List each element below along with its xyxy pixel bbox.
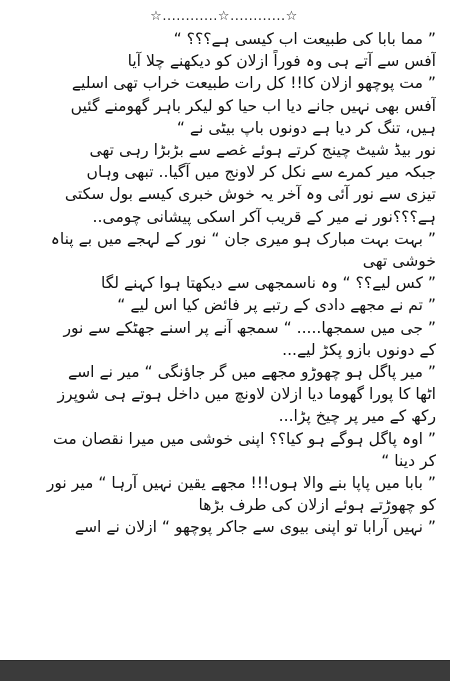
text-line: جبکہ میر کمرے سے نکل کر لاونج میں آگیا.. تبھی وہاں xyxy=(86,163,436,182)
star-divider: ☆............☆............☆ xyxy=(150,9,298,24)
text-line: کو چھوڑتے ہوئے ازلان کی طرف بڑھا xyxy=(198,496,436,515)
text-line: آفس بھی نہیں جانے دیا اب حیا کو لیکر باہر گھومنے گئیں xyxy=(70,96,436,115)
text-line: ہیں، تنگ کر دیا ہے دونوں باپ بیٹی نے “ xyxy=(176,118,436,137)
text-line: ” بابا میں پاپا بنے والا ہوں!!! مجھے یقین نہیں آرہا “ میر نور xyxy=(46,474,436,493)
text-line: خوشی تھی xyxy=(362,252,436,271)
text-line: ” مما بابا کی طبیعت اب کیسی ہے؟؟؟ “ xyxy=(173,30,436,48)
text-line: رکھ کے میر پر چیخ پڑا... xyxy=(278,407,436,426)
text-line: کے دونوں بازو پکڑ لیے... xyxy=(282,340,436,359)
text-line: ” میر پاگل ہو چھوڑو مجھے میں گر جاؤنگی “ میر نے اسے xyxy=(67,363,436,382)
text-line: ہے؟؟؟نور نے میر کے قریب آکر اسکی پیشانی چومی.. xyxy=(92,207,436,226)
text-line: کر دینا “ xyxy=(381,451,436,470)
text-line: تیزی سے نور آئی وہ آخر یہ خوش خبری کیسے بول سکتی xyxy=(64,185,436,204)
story-text xyxy=(12,28,436,539)
text-line: ” جی میں سمجھا..... “ سمجھ آنے پر اسنے جھٹکے سے نور xyxy=(63,318,436,337)
text-line: نور بیڈ شیٹ چینج کرتے ہوئے غصے سے بڑبڑا رہی تھی xyxy=(89,141,436,160)
text-line: ” تم نے مجھے دادی کے رتبے پر فائض کیا اس لیے “ xyxy=(117,296,436,315)
text-line: ” کس لیے؟؟ “ وہ ناسمجھی سے دیکھتا ہوا کہنے لگا xyxy=(100,274,436,293)
text-line: ” بہت بہت مبارک ہو میری جان “ نور کے لہجے میں بے پناہ xyxy=(50,229,436,248)
text-line: ” نہیں آرابا تو اپنی بیوی سے جاکر پوچھو “ ازلان نے اسے xyxy=(74,518,436,537)
text-line: آفس سے آتے ہی وہ فوراً ازلان کو دیکھنے چلا آیا xyxy=(127,52,436,71)
text-line: ” مت پوچھو ازلان کا!! کل رات طبیعت خراب تھی اسلیے xyxy=(71,74,436,93)
text-line: اٹھا کا پورا گھوما دیا ازلان لاونچ میں داخل ہوتے ہی شوپرز xyxy=(57,385,436,404)
bottom-bar xyxy=(0,660,450,681)
text-line: ” اوہ پاگل ہوگے ہو کیا؟؟ اپنی خوشی میں میرا نقصان مت xyxy=(53,429,436,448)
